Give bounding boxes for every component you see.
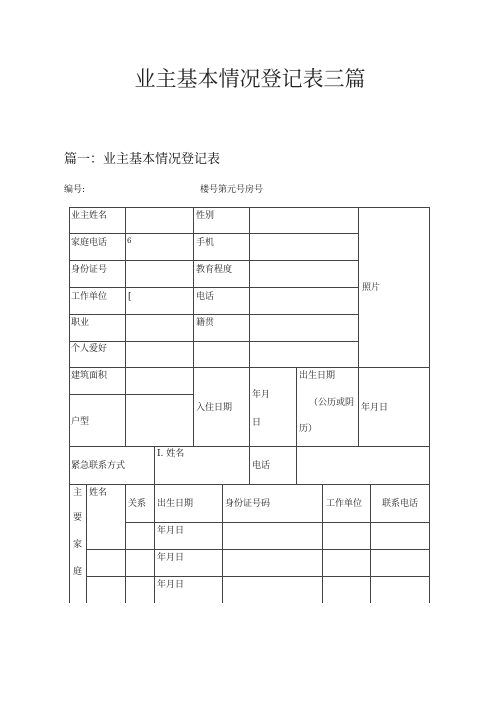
- section-title: 篇一：业主基本情况登记表: [64, 152, 221, 167]
- emergency-contact-label: 紧急联系方式: [71, 461, 126, 471]
- family-col-relation: 关系: [128, 499, 147, 509]
- calendar-note-1: （公历或阴: [309, 398, 355, 408]
- number-label: 编号:: [64, 185, 86, 195]
- family-col-name: 姓名: [89, 488, 108, 498]
- family-col-phone: 联系电话: [382, 499, 419, 509]
- floor-area-label: 建筑面积: [71, 371, 108, 381]
- home-phone-mark: 6: [127, 237, 132, 245]
- phone-label: 电话: [196, 292, 215, 302]
- unit-label: 楼号第元号房号: [200, 185, 264, 195]
- move-in-date-label: 入住日期: [196, 403, 233, 413]
- id-number-label: 身份证号: [71, 265, 108, 275]
- hobbies-label: 个人爱好: [71, 344, 108, 354]
- move-in-year-month: 年月: [252, 390, 271, 400]
- move-in-day: 日: [252, 418, 262, 428]
- family-side-label-3: 家: [73, 540, 83, 550]
- owner-name-label: 业主姓名: [71, 211, 108, 221]
- emergency-phone-label: 电话: [252, 461, 271, 471]
- workplace-label: 工作单位: [71, 292, 108, 302]
- family-col-workplace: 工作单位: [326, 499, 363, 509]
- family-row-2-birth: 年月日: [157, 553, 185, 563]
- gender-label: 性别: [196, 211, 215, 221]
- family-col-birth: 出生日期: [157, 499, 194, 509]
- workplace-mark: [: [128, 292, 132, 302]
- family-side-label-1: 主: [73, 488, 83, 498]
- family-row-1-birth: 年月日: [157, 526, 185, 536]
- birth-date-label: 出生日期: [299, 371, 336, 381]
- family-side-label-2: 要: [73, 513, 83, 523]
- emergency-name-label: I. 姓名: [157, 449, 185, 459]
- education-label: 教育程度: [196, 265, 233, 275]
- mobile-label: 手机: [196, 238, 215, 248]
- family-row-3-birth: 年月日: [157, 580, 185, 590]
- home-phone-label: 家庭电话: [71, 238, 108, 248]
- native-place-label: 籍贯: [196, 318, 215, 328]
- family-side-label-4: 庭: [73, 567, 83, 577]
- birth-ymd: 年月日: [361, 403, 389, 413]
- page-title: 业主基本情况登记表三篇: [134, 67, 366, 91]
- family-col-id: 身份证号码: [225, 499, 271, 509]
- unit-type-label: 户型: [71, 417, 90, 427]
- photo-label: 照片: [362, 283, 381, 293]
- calendar-note-2: 历）: [299, 424, 318, 434]
- occupation-label: 职业: [71, 318, 90, 328]
